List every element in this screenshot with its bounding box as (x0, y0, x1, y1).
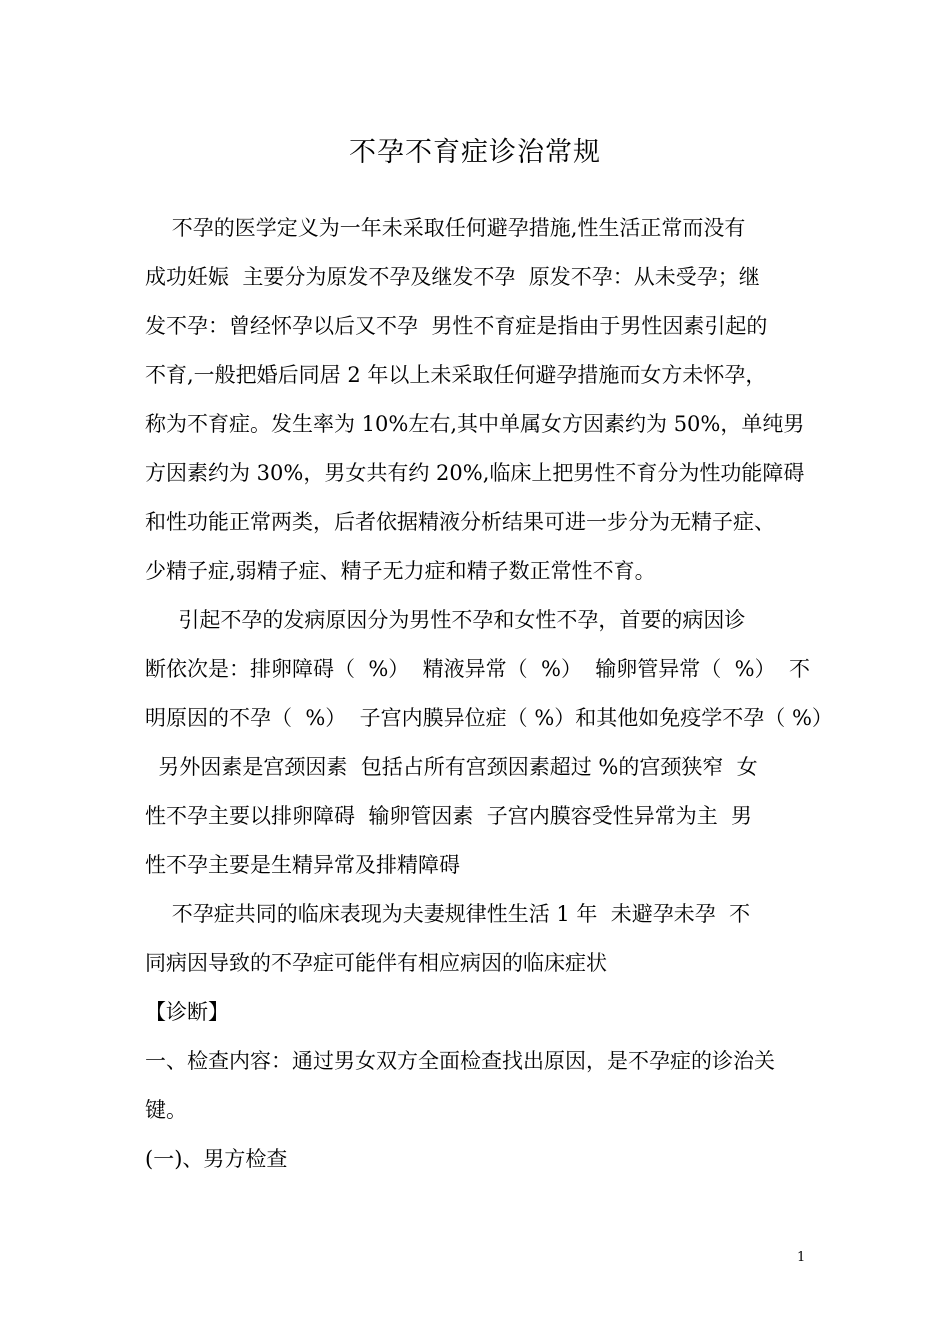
body-line: 和性功能正常两类，后者依据精液分析结果可进一步分为无精子症、 (145, 510, 775, 534)
body-line: 不孕的医学定义为一年未采取任何避孕措施,性生活正常而没有 (145, 216, 746, 240)
body-line: 断依次是：排卵障碍（ %） 精液异常（ %） 输卵管异常（ %） 不 (145, 657, 810, 681)
subsection-heading-male-exam: (一)、男方检查 (145, 1147, 288, 1171)
body-line: 成功妊娠 主要分为原发不孕及继发不孕 原发不孕：从未受孕；继 (145, 265, 760, 289)
body-line: 发不孕：曾经怀孕以后又不孕 男性不育症是指由于男性因素引起的 (145, 314, 768, 338)
body-line: 不孕症共同的临床表现为夫妻规律性生活 1 年 未避孕未孕 不 (145, 902, 751, 926)
body-line: 方因素约为 30%，男女共有约 20%,临床上把男性不育分为性功能障碍 (145, 461, 805, 485)
body-line: 称为不育症。发生率为 10%左右,其中单属女方因素约为 50%，单纯男 (145, 412, 805, 436)
document-title: 不孕不育症诊治常规 (349, 137, 601, 168)
page-number: 1 (797, 1250, 806, 1265)
body-line: 不育,一般把婚后同居 2 年以上未采取任何避孕措施而女方未怀孕， (145, 363, 767, 387)
body-line: 键。 (145, 1098, 187, 1122)
body-line: 性不孕主要以排卵障碍 输卵管因素 子宫内膜容受性异常为主 男 (145, 804, 753, 828)
body-line: 同病因导致的不孕症可能伴有相应病因的临床症状 (145, 951, 607, 975)
body-line: 少精子症,弱精子症、精子无力症和精子数正常性不育。 (145, 559, 656, 583)
body-line: 引起不孕的发病原因分为男性不孕和女性不孕，首要的病因诊 (145, 608, 746, 632)
body-line: 一、检查内容：通过男女双方全面检查找出原因，是不孕症的诊治关 (145, 1049, 775, 1073)
section-heading-diagnosis: 【诊断】 (145, 1000, 229, 1024)
document-body (145, 204, 833, 1184)
body-line: 明原因的不孕（ %） 子宫内膜异位症（ %）和其他如免疫学不孕（ %） (145, 706, 833, 730)
body-line: 性不孕主要是生精异常及排精障碍 (145, 853, 460, 877)
body-line: 另外因素是宫颈因素 包括占所有宫颈因素超过 %的宫颈狭窄 女 (145, 755, 758, 779)
